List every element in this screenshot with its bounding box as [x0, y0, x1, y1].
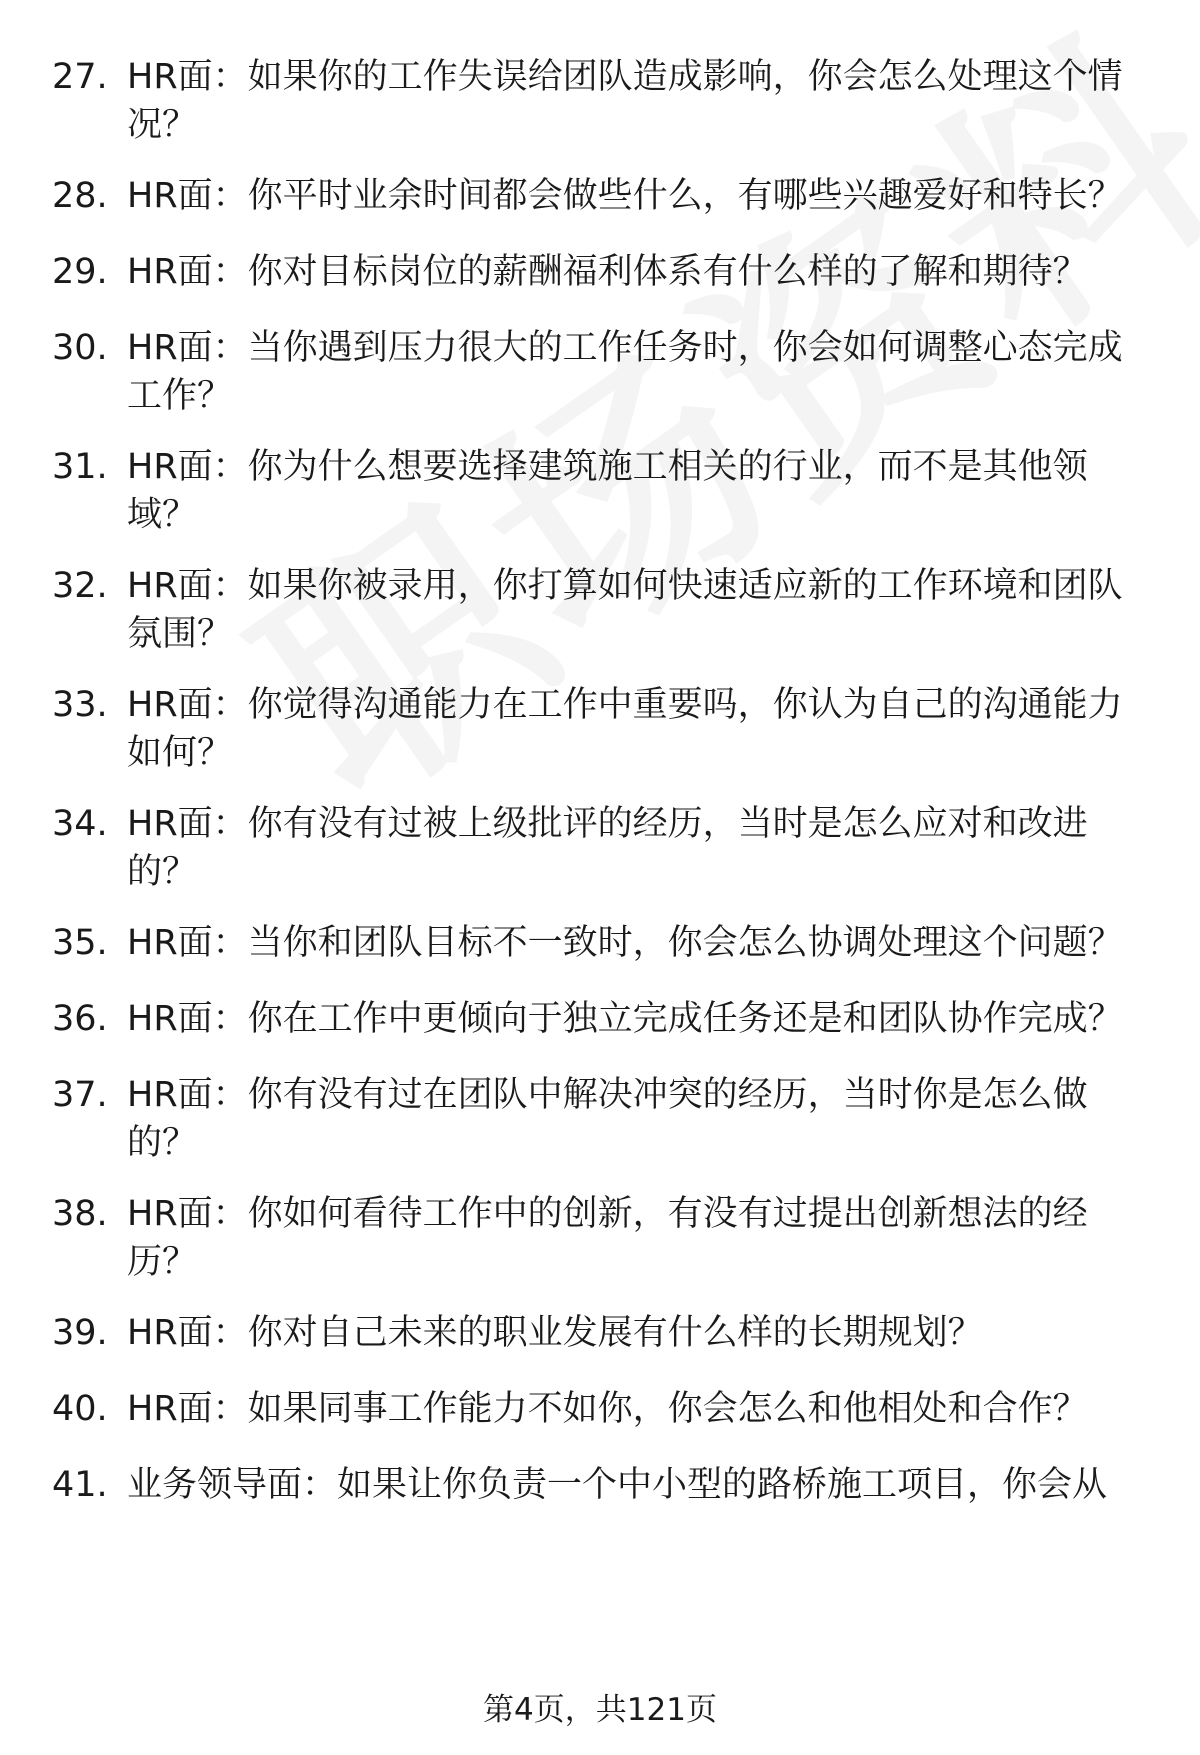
question-text: HR面：你觉得沟通能力在工作中重要吗，你认为自己的沟通能力如何？: [127, 685, 1123, 773]
question-number: 41.: [52, 1465, 108, 1505]
question-text: HR面：你对自己未来的职业发展有什么样的长期规划？: [127, 1313, 983, 1353]
question-number: 35.: [52, 923, 108, 963]
question-text: 业务领导面：如果让你负责一个中小型的路桥施工项目，你会从: [127, 1465, 1108, 1505]
question-text: HR面：当你遇到压力很大的工作任务时，你会如何调整心态完成工作？: [127, 328, 1123, 416]
question-number: 29.: [52, 252, 108, 292]
question-text: HR面：如果你被录用，你打算如何快速适应新的工作环境和团队氛围？: [127, 566, 1123, 654]
question-text: HR面：你有没有过在团队中解决冲突的经历，当时你是怎么做的？: [127, 1075, 1088, 1163]
question-number: 31.: [52, 447, 108, 487]
question-number: 27.: [52, 57, 108, 97]
question-number: 36.: [52, 999, 108, 1039]
question-number: 33.: [52, 685, 108, 725]
page-footer: 第4页，共121页: [483, 1692, 717, 1728]
question-number: 37.: [52, 1075, 108, 1115]
question-text: HR面：你为什么想要选择建筑施工相关的行业，而不是其他领域？: [127, 447, 1088, 535]
question-number: 30.: [52, 328, 108, 368]
question-text: HR面：你有没有过被上级批评的经历，当时是怎么应对和改进的？: [127, 804, 1088, 892]
question-text: HR面：你平时业余时间都会做些什么，有哪些兴趣爱好和特长？: [127, 176, 1123, 216]
question-text: HR面：如果你的工作失误给团队造成影响，你会怎么处理这个情况？: [127, 57, 1123, 145]
question-text: HR面：你在工作中更倾向于独立完成任务还是和团队协作完成？: [127, 999, 1123, 1039]
question-text: HR面：如果同事工作能力不如你，你会怎么和他相处和合作？: [127, 1389, 1088, 1429]
question-number: 34.: [52, 804, 108, 844]
question-number: 39.: [52, 1313, 108, 1353]
question-number: 32.: [52, 566, 108, 606]
question-number: 40.: [52, 1389, 108, 1429]
question-number: 28.: [52, 176, 108, 216]
question-text: HR面：当你和团队目标不一致时，你会怎么协调处理这个问题？: [127, 923, 1123, 963]
question-number: 38.: [52, 1194, 108, 1234]
question-text: HR面：你对目标岗位的薪酬福利体系有什么样的了解和期待？: [127, 252, 1088, 292]
question-text: HR面：你如何看待工作中的创新，有没有过提出创新想法的经历？: [127, 1194, 1088, 1282]
